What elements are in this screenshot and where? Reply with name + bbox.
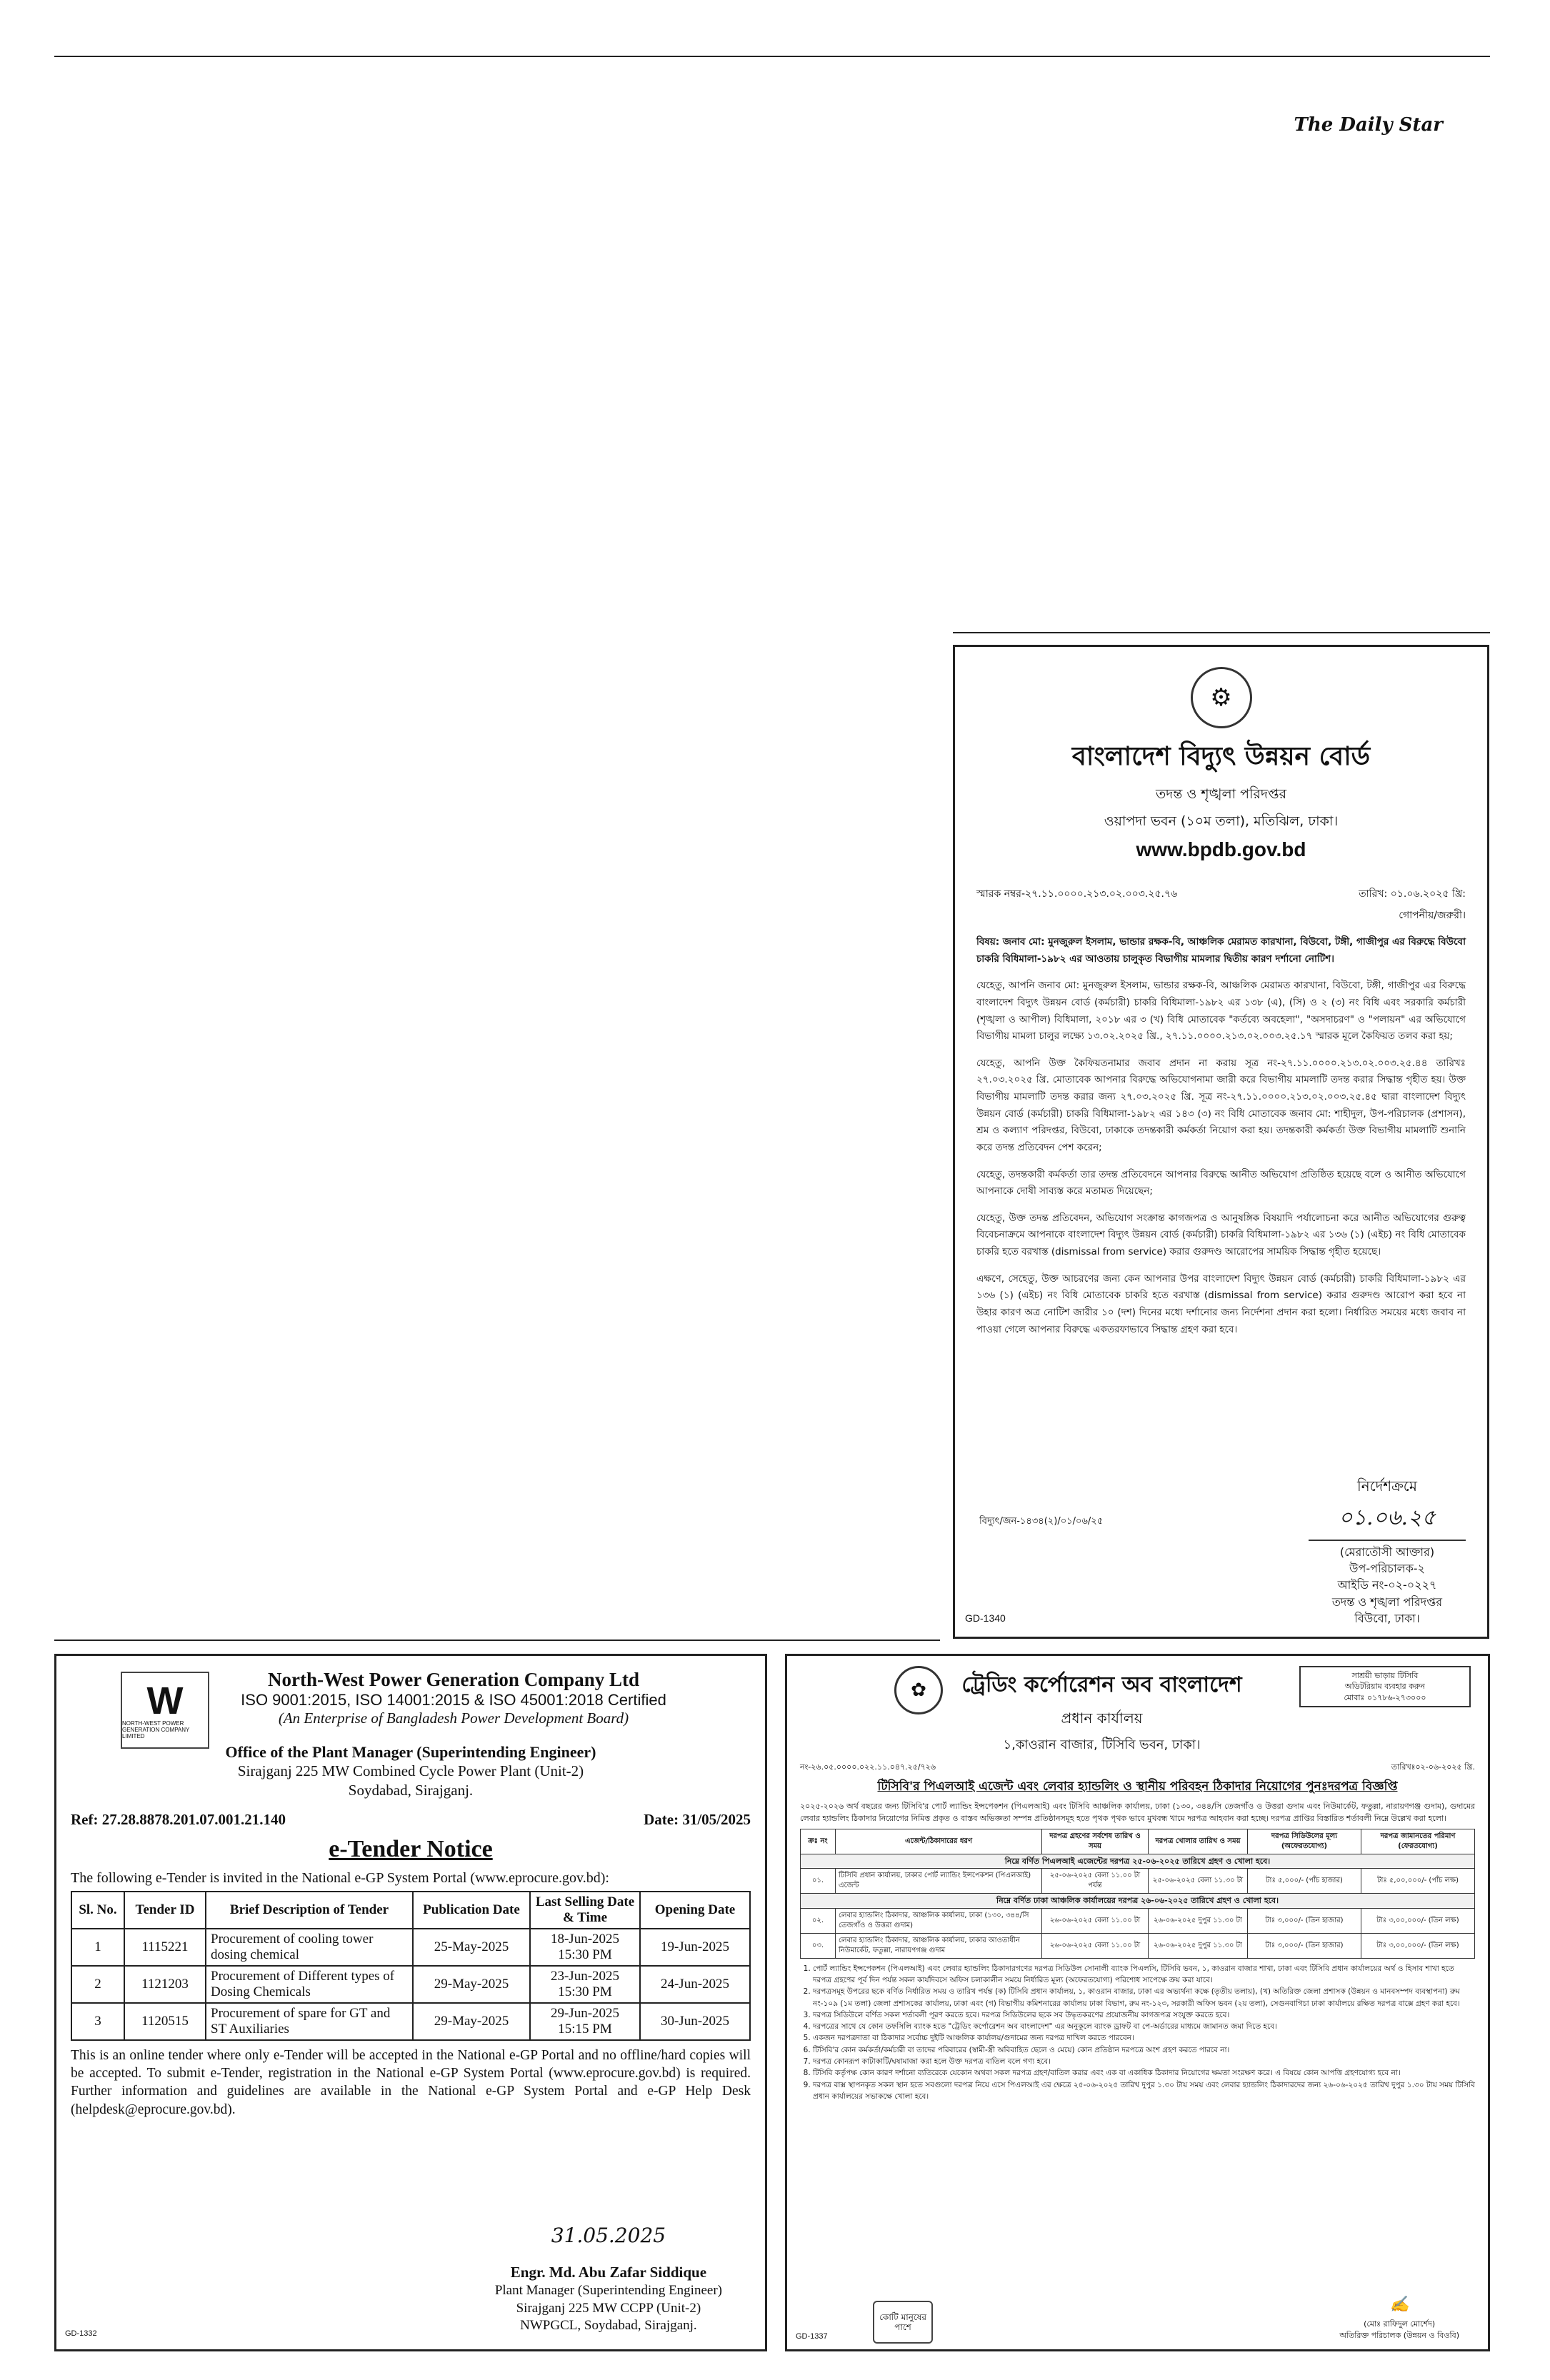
bpdb-date: তারিখ: ০১.০৬.২০২৫ খ্রি: (1359, 888, 1466, 900)
cell-type: লেবার হ্যান্ডলিং ঠিকাদার, আঞ্চলিক কার্যালয়, ঢাকার আওতাধীন নিউমার্কেট, ফতুল্লা, নারায়ণগঞ্জ গুদাম (836, 1933, 1042, 1958)
tcb-terms-list (800, 1963, 1475, 2102)
bpdb-sig-title: উপ-পরিচালক-২ (1349, 1562, 1425, 1576)
cell-id: 1115221 (124, 1929, 206, 1966)
cell-sl: 3 (71, 2003, 124, 2040)
bpdb-para-3: যেহেতু, তদন্তকারী কর্মকর্তা তার তদন্ত প্রতিবেদনে আপনার বিরুদ্ধে আনীত অভিযোগ প্রতিষ্ঠিত হয়েছে বলে ও আনীত অভিযোগে আপনাকে দোষী সাব্যস্ত করে মতামত দিয়েছেন; (976, 1168, 1466, 1197)
tcb-term: 4. দরপত্রের সাথে যে কোন তফসিলি ব্যাংক হতে "ট্রেডিং কর্পোরেশন অব বাংলাদেশ" এর অনুকূলে ব্যাংক ড্রাফট বা পে-অর্ডারের মাধ্যমে জামানত জমা দিতে হবে। (813, 2021, 1475, 2032)
cell-pub: 29-May-2025 (413, 2003, 530, 2040)
cell-recv: ২৫-০৬-২০২৫ বেলা ১১.০০ টা পর্যন্ত (1042, 1869, 1149, 1894)
cell-last: 18-Jun-2025 15:30 PM (530, 1929, 640, 1966)
tcb-address: ১,কাওরান বাজার, টিসিবি ভবন, ঢাকা। (1003, 1737, 1201, 1752)
tcb-stamp-line-1: সাশ্রয়ী ভাড়ায় টিসিবি (1351, 1671, 1419, 1680)
tcb-term: 7. দরপত্র কোনরূপ কাটাকাটি/ঘষামাজা করা হলে উক্ত দরপত্র বাতিল বলে গণ্য হবে। (813, 2056, 1475, 2067)
tcb-intro: ২০২৫-২০২৬ অর্থ বছরের জন্য টিসিবি'র পোর্ট ল্যান্ডিং ইন্সপেকশন (পিএলআই) এবং টিসিবি আঞ্চলিক কার্যালয়, ঢাকা (১৩০, ৩৪৪/সি তেজগাঁও ও উত্তরা গুদাম এবং নিউমার্কেট, ফতুল্লা, নারায়ণগঞ্জ গুদাম), গুদামের লেবার হ্যান্ডলিং ঠিকাদার নিয়োগের নিমিত্ত প্রকৃত ও বাস্তব অভিজ্ঞতা সম্পন্ন প্রতিষ্ঠানসমূহ হতে পৃথক পৃথক ভাবে মুখবন্ধ খামে দরপত্র আহবান করা হচ্ছে। দরপত্র প্রাপ্তির বিস্তারিত শর্তাবলী নিম্নে উল্লেখ করা হলো। (800, 1802, 1475, 1824)
tcb-signature-icon: ✍ (1389, 2296, 1409, 2314)
nwpgcl-col-id: Tender ID (124, 1892, 206, 1929)
nwpgcl-col-pub: Publication Date (413, 1892, 530, 1929)
tcb-col-recv: দরপত্র গ্রহণের সর্বশেষ তারিখ ও সময় (1042, 1829, 1149, 1854)
nwpgcl-logo-text: NORTH-WEST POWER GENERATION COMPANY LIMITED (122, 1719, 190, 1739)
tcb-band-pli: নিম্নে বর্ণিত পিএলআই এজেন্টের দরপত্র ২৫-০৬-২০২৫ তারিখে গ্রহণ ও খোলা হবে। (801, 1854, 1475, 1869)
nwpgcl-signature: 31.05.2025 (551, 2223, 666, 2247)
tcb-term: 1. পোর্ট ল্যান্ডিং ইন্সপেকশন (পিএলআই) এবং লেবার হ্যান্ডলিং ঠিকাদারগণের দরপত্র সিডিউল সোনালী ব্যাংক পিএলসি, টিসিবি ভবন, ১, কাওরান বাজার শাখা, ঢাকা এবং টিসিবি প্রধান কার্যালয়ের অর্থ ও হিসাব শাখা হতে দরপত্র গ্রহণের পূর্ব দিন পর্যন্ত সকল কার্যদিবসে অফিস চলাকালীন সময়ে নির্ধারিত মূল্য (অফেরতযোগ্য) পরিশোধ সাপেক্ষে ক্রয় করা যাবে। (813, 1963, 1475, 1987)
nwpgcl-intro: The following e-Tender is invited in the National e-GP System Portal (www.eprocure.gov.bd): (71, 1869, 609, 1886)
tcb-term: 3. দরপত্র সিডিউলে বর্ণিত সকল শর্তাবলী পূরণ করতে হবে। দরপত্র সিডিউলের ছকে সব উদ্ধৃতকরণের প্রয়োজনীয় কাগজপত্র সংযুক্ত করতে হবে। (813, 2009, 1475, 2021)
tcb-col-price: দরপত্র সিডিউলের মূল্য (অফেরতযোগ্য) (1248, 1829, 1361, 1854)
table-row (801, 1908, 1475, 1933)
tcb-title: টিসিবি'র পিএলআই এজেন্ট এবং লেবার হ্যান্ডলিং ও স্থানীয় পরিবহন ঠিকাদার নিয়োগের পুনঃদরপত্র বিজ্ঞপ্তি (877, 1779, 1398, 1794)
cell-deposit: টাঃ ৫,০০,০০০/- (পাঁচ লক্ষ) (1361, 1869, 1475, 1894)
cell-open: ২৬-০৬-২০২৫ দুপুর ১১.৩০ টা (1149, 1933, 1248, 1958)
cell-pub: 25-May-2025 (413, 1929, 530, 1966)
bpdb-show-cause-notice (953, 645, 1489, 1639)
tcb-logo-icon: ✿ (894, 1666, 943, 1714)
cell-last: 29-Jun-2025 15:15 PM (530, 2003, 640, 2040)
bpdb-gd-number: GD-1340 (965, 1612, 1006, 1624)
tcb-org-name: ট্রেডিং কর্পোরেশন অব বাংলাদেশ (961, 1672, 1242, 1697)
cell-open: ২৫-০৬-২০২৫ বেলা ১১.৩০ টা (1149, 1869, 1248, 1894)
tcb-signature-block (1339, 2294, 1459, 2341)
cell-id: 1121203 (124, 1966, 206, 2003)
tcb-sig-name: (মোঃ রাফিদুল মোর্শেদ) (1364, 2319, 1436, 2329)
tcb-band-dhaka: নিম্নে বর্ণিত ঢাকা আঞ্চলিক কার্যালয়ের দরপত্র ২৬-০৬-২০২৫ তারিখে গ্রহণ ও খোলা হবে। (801, 1894, 1475, 1908)
bpdb-sig-org: বিউবো, ঢাকা। (1354, 1611, 1420, 1625)
bpdb-signature-block (1309, 1476, 1466, 1627)
bpdb-para-4: যেহেতু, উক্ত তদন্ত প্রতিবেদন, অভিযোগ সংক্রান্ত কাগজপত্র ও আনুষঙ্গিক বিষয়াদি পর্যালোচনা করে আনীত অভিযোগের গুরুত্ব বিবেচনাক্রমে আপনাকে বাংলাদেশ বিদ্যুৎ উন্নয়ন বোর্ড (কর্মচারী) চাকরি বিধিমালা-১৯৮২ এর ১৩৬ (১) (এইচ) নং বিধি মোতাবেক চাকরি হতে বরখাস্ত (dismissal from service) করার গুরুদণ্ড আরোপের সাময়িক সিদ্ধান্ত গৃহীত হয়েছে। (976, 1212, 1466, 1257)
bpdb-website: www.bpdb.gov.bd (1136, 838, 1306, 860)
tcb-auditorium-stamp (1299, 1666, 1471, 1707)
tcb-date: তারিখঃ০২-০৬-২০২৫ খ্রি. (1391, 1762, 1475, 1772)
tcb-term: 9. দরপত্র বাক্স স্থাপনকৃত সকল স্থান হতে সবগুলো দরপত্র নিয়ে এসে পিএলআই এর ক্ষেত্রে ২৫-০৬-২০২৫ তারিখ দুপুর ১.৩০ টায় সময় এবং লেবার হ্যান্ডলিং ঠিকাদারদের জন্য ২৬-০৬-২০২৫ তারিখ দুপুর ১.৩০ টায় সময় টিসিবি প্রধান কার্যালয়ের সভাকক্ষে খোলা হবে। (813, 2079, 1475, 2103)
cell-last: 23-Jun-2025 15:30 PM (530, 1966, 640, 2003)
nwpgcl-col-open: Opening Date (640, 1892, 750, 1929)
bpdb-dept: তদন্ত ও শৃঙ্খলা পরিদপ্তর (1155, 786, 1287, 802)
nwpgcl-logo-icon: W (146, 1679, 184, 1722)
nwpgcl-sig-name: Engr. Md. Abu Zafar Siddique (510, 2263, 707, 2281)
bpdb-sig-id: আইডি নং-০২-০২২৭ (1337, 1578, 1437, 1592)
tcb-col-open: দরপত্র খোলার তারিখ ও সময় (1149, 1829, 1248, 1854)
bpdb-address: ওয়াপদা ভবন (১০ম তলা), মতিঝিল, ঢাকা। (1104, 813, 1339, 829)
table-row (71, 1929, 750, 1966)
tcb-col-type: এজেন্ট/ঠিকাদারের ধরণ (836, 1829, 1042, 1854)
top-rule (54, 56, 1490, 57)
cell-price: টাঃ ৩,০০০/- (তিন হাজার) (1248, 1908, 1361, 1933)
column-rule (54, 1640, 940, 1641)
bpdb-sig-name: (মেরাতৌসী আক্তার) (1339, 1545, 1435, 1560)
nwpgcl-ref: Ref: 27.28.8878.201.07.001.21.140 (71, 1810, 286, 1828)
nwpgcl-iso: ISO 9001:2015, ISO 14001:2015 & ISO 45001:2018 Certified (241, 1691, 666, 1709)
cell-open: ২৬-০৬-২০২৫ দুপুর ১১.৩০ টা (1149, 1908, 1248, 1933)
nwpgcl-date: Date: 31/05/2025 (644, 1810, 751, 1828)
cell-price: টাঃ ৫,০০০/- (পাঁচ হাজার) (1248, 1869, 1361, 1894)
bpdb-para-5: এক্ষণে, সেহেতু, উক্ত আচরণের জন্য কেন আপনার উপর বাংলাদেশ বিদ্যুৎ উন্নয়ন বোর্ড (কর্মচারী) চাকরি বিধিমালা-১৯৮২ এর ১৩৬ (১) (এইচ) নং বিধি মোতাবেক চাকরি হতে বরখাস্ত (dismissal from service) করার গুরুদণ্ড আরোপ করা হবে না উহার কারণ অত্র নোটিশ জারীর ১০ (দশ) দিনের মধ্যে দর্শানোর জন্য নির্দেশনা প্রদান করা হলো। নির্ধারিত সময়ের মধ্যে জবাব না পাওয়া গেলে আপনার বিরুদ্ধে একতরফাভাবে সিদ্ধান্ত গ্রহণ করা হবে। (976, 1272, 1466, 1335)
cell-deposit: টাঃ ৩,০০,০০০/- (তিন লক্ষ) (1361, 1933, 1475, 1958)
cell-id: 1120515 (124, 2003, 206, 2040)
nwpgcl-sig-org: NWPGCL, Soydabad, Sirajganj. (520, 2318, 697, 2334)
nwpgcl-company: North-West Power Generation Company Ltd (268, 1669, 639, 1690)
cell-desc: Procurement of spare for GT and ST Auxiliaries (206, 2003, 413, 2040)
nwpgcl-office: Office of the Plant Manager (Superintending Engineer) (225, 1743, 596, 1761)
cell-recv: ২৬-০৬-২০২৫ বেলা ১১.০০ টা (1042, 1933, 1149, 1958)
tcb-col-deposit: দরপত্র জামানতের পরিমাণ (ফেরতযোগ্য) (1361, 1829, 1475, 1854)
bpdb-para-2: যেহেতু, আপনি উক্ত কৈফিয়তনামার জবাব প্রদান না করায় সূত্র নং-২৭.১১.০০০০.২১৩.০২.০০৩.২৫.৪৪ তারিখঃ ২৭.০৩.২০২৫ খ্রি. মোতাবেক আপনার বিরুদ্ধে অভিযোগনামা জারী করে বিভাগীয় মামলাটি তদন্ত করার সিদ্ধান্ত গৃহীত হয়। উক্ত বিভাগীয় মামলাটি তদন্ত করার জন্য ২৭.০৩.২০২৫ খ্রি. সূত্র নং-২৭.১১.০০০০.২১৩.০২.০০৩.২৫.৪৫ দ্বারা বাংলাদেশ বিদ্যুৎ উন্নয়ন বোর্ড (কর্মচারী) চাকরি বিধিমালা-১৯৮২ এর ১৪৩ (৩) নং বিধি মোতাবেক জনাব মো: শাহীদুল, উপ-পরিচালক (প্রশাসন), শ্রম ও কল্যাণ পরিদপ্তর, বিউবো, ঢাকাকে তদন্তকারী কর্মকর্তা নিয়োগ করা হয়। তদন্তকারী কর্মকর্তা উক্ত বিভাগীয় মামলাটি শুনানি করে তদন্ত প্রতিবেদন পেশ করেন; (976, 1057, 1466, 1153)
nwpgcl-col-sl: Sl. No. (71, 1892, 124, 1929)
tcb-ref: নং-২৬.০৫.০০০০.০২২.১১.০৪৭.২৫/৭২৬ (800, 1762, 936, 1772)
nwpgcl-enterprise: (An Enterprise of Bangladesh Power Development Board) (278, 1709, 629, 1727)
table-row (801, 1869, 1475, 1894)
cell-pub: 29-May-2025 (413, 1966, 530, 2003)
tcb-stamp-line-3: মোবাঃ ০১৭৮৬-২৭৩০০০ (1344, 1692, 1426, 1702)
column-rule-right (953, 632, 1490, 633)
tcb-col-sl: ক্রঃ নং (801, 1829, 836, 1854)
table-row (801, 1933, 1475, 1958)
nwpgcl-logo (121, 1672, 209, 1749)
bpdb-confidential: গোপনীয়/জরুরী। (1399, 910, 1466, 921)
tcb-sig-title: অতিরিক্ত পরিচালক (উন্নয়ন ও বিওবি) (1339, 2330, 1459, 2340)
cell-desc: Procurement of cooling tower dosing chemical (206, 1929, 413, 1966)
bpdb-memo-footer: বিদ্যুৎ/জন-১৪৩৪(২)/০১/০৬/২৫ (979, 1516, 1104, 1527)
tcb-gd-number: GD-1337 (796, 2332, 828, 2341)
nwpgcl-tender-table (71, 1891, 751, 2041)
nwpgcl-location: Soydabad, Sirajganj. (348, 1782, 474, 1799)
cell-open: 30-Jun-2025 (640, 2003, 750, 2040)
cell-open: 19-Jun-2025 (640, 1929, 750, 1966)
nwpgcl-etender-notice (54, 1654, 767, 2351)
bpdb-signature: ০১.০৬.২৫ (1309, 1497, 1466, 1541)
bpdb-memo-no: স্মারক নম্বর-২৭.১১.০০০০.২১৩.০২.০০৩.২৫.৭৬ (976, 888, 1178, 900)
nwpgcl-col-desc: Brief Description of Tender (206, 1892, 413, 1929)
bpdb-subject: বিষয়: জনাব মো: মুনজুরুল ইসলাম, ভান্ডার রক্ষক-বি, আঞ্চলিক মেরামত কারখানা, বিউবো, টঙ্গী, গাজীপুর এর বিরুদ্ধে বিউবো চাকরি বিধিমালা-১৯৮২ এর আওতায় চালুকৃত বিভাগীয় মামলার দ্বিতীয় কারণ দর্শানো নোটিশ। (976, 936, 1466, 965)
tcb-tender-table (800, 1829, 1475, 1959)
nwpgcl-gd-number: GD-1332 (65, 2329, 97, 2338)
table-row (71, 2003, 750, 2040)
tcb-term: 8. টিসিবি কর্তৃপক্ষ কোন কারণ দর্শানো ব্যতিরেকে যেকোন অথবা সকল দরপত্র গ্রহণ/বাতিল করার এবং এক বা একাধিক ঠিকাদার নিয়োগের ক্ষমতা সংরক্ষণ করে। এ বিষয়ে কোন আপত্তি গ্রহণযোগ্য হবে না। (813, 2067, 1475, 2079)
nwpgcl-signature-block (495, 2223, 722, 2335)
cell-sl: 1 (71, 1929, 124, 1966)
cell-deposit: টাঃ ৩,০০,০০০/- (তিন লক্ষ) (1361, 1908, 1475, 1933)
cell-sl: ০১. (801, 1869, 836, 1894)
bpdb-org-name: বাংলাদেশ বিদ্যুৎ উন্নয়ন বোর্ড (1071, 742, 1371, 771)
nwpgcl-sig-plant: Sirajganj 225 MW CCPP (Unit-2) (516, 2300, 701, 2316)
tcb-retender-notice (785, 1654, 1490, 2351)
cell-price: টাঃ ৩,০০০/- (তিন হাজার) (1248, 1933, 1361, 1958)
nwpgcl-sig-title: Plant Manager (Superintending Engineer) (494, 2282, 722, 2298)
bpdb-by-order: নির্দেশক্রমে (1357, 1477, 1417, 1495)
nwpgcl-note: This is an online tender where only e-Tender will be accepted in the National e-GP Portal and no offline/hard copies will be accepted. To submit e-Tender, registration in the National e-GP System Portal (www.eprocure.gov.bd) is required. Further information and guidelines are available in the National e-GP System Portal and e-GP Help Desk (helpdesk@eprocure.gov.bd). (71, 2047, 751, 2117)
tcb-stamp-line-2: অডিটরিয়াম ব্যবহার করুন (1345, 1682, 1425, 1692)
bpdb-para-1: যেহেতু, আপনি জনাব মো: মুনজুরুল ইসলাম, ভান্ডার রক্ষক-বি, আঞ্চলিক মেরামত কারখানা, বিউবো, টঙ্গী, গাজীপুর এর বিরুদ্ধে বাংলাদেশ বিদ্যুৎ উন্নয়ন বোর্ড (কর্মচারী) চাকরি বিধিমালা-১৯৮২ এর ১৩৮ (এ), (সি) ও ২ (৩) নং বিধি এবং সরকারি কর্মচারী (শৃঙ্খলা ও আপীল) বিধিমালা, ২০১৮ এর ৩ (খ) বিধি মোতাবেক "কর্তব্যে অবহেলা", "অসদাচরণ" ও "পলায়ন" এর অভিযোগে বিভাগীয় মামলা চালুর লক্ষ্যে ১৩.০২.২০২৫ খ্রি., ২৭.১১.০০০০.২১৩.০২.০০৩.২৫.১৭ স্মারক মূলে কৈফিয়ত তলব করা হয়; (976, 980, 1466, 1043)
nwpgcl-col-last: Last Selling Date & Time (530, 1892, 640, 1929)
nwpgcl-title: e-Tender Notice (329, 1835, 493, 1862)
tcb-term: 2. দরপত্রসমূহ উপরের ছকে বর্ণিত নির্ধারিত সময় ও তারিখ পর্যন্ত (ক) টিসিবি প্রধান কার্যালয়, ১, কাওরান বাজার, ঢাকা এর অভ্যর্থনা কক্ষে (তৃতীয় তলায়), (খ) অতিরিক্ত জেলা প্রশাসক (উন্নয়ন ও মানবসম্পদ ব্যবস্থাপনা) রুম নং-১০৯ (১ম তলা) জেলা প্রশাসকের কার্যালয়, ঢাকা এবং (গ) বিভাগীয় কমিশনারের কার্যালয় ঢাকা বিভাগ, রুম নং-১২৩, সরকারী অফিস ভবন (২য় তলা), সেগুনবাগিচা ঢাকা কার্যালয়ে রক্ষিত দরপত্র বাক্সে গ্রহণ করা হবে। (813, 1986, 1475, 2009)
cell-type: লেবার হ্যান্ডলিং ঠিকাদার, আঞ্চলিক কার্যালয়, ঢাকা (১৩০, ৩৪৪/সি তেজগাঁও ও উত্তরা গুদাম) (836, 1908, 1042, 1933)
tcb-hq: প্রধান কার্যালয় (1061, 1709, 1143, 1727)
nwpgcl-plant: Sirajganj 225 MW Combined Cycle Power Plant (Unit-2) (237, 1762, 584, 1779)
table-row (71, 1966, 750, 2003)
bpdb-emblem-icon: ⚙ (1191, 667, 1252, 728)
tcb-term: 5. একজন দরপত্রদাতা বা ঠিকাদার সর্বোচ্চ দুইটি আঞ্চলিক কার্যালয়/গুদামের জন্য দরপত্র দাখিল করতে পারবেন। (813, 2032, 1475, 2044)
cell-open: 24-Jun-2025 (640, 1966, 750, 2003)
cell-sl: ০৩. (801, 1933, 836, 1958)
cell-desc: Procurement of Different types of Dosing Chemicals (206, 1966, 413, 2003)
cell-type: টিসিবি প্রধান কার্যালয়, ঢাকার পোর্ট ল্যান্ডিং ইন্সপেকশন (পিএলআই) এজেন্ট (836, 1869, 1042, 1894)
cell-recv: ২৬-০৬-২০২৫ বেলা ১১.০০ টা (1042, 1908, 1149, 1933)
cell-sl: 2 (71, 1966, 124, 2003)
tcb-slogan: কোটি মানুষের পাশে (873, 2301, 933, 2344)
masthead: The Daily Star (1294, 114, 1443, 136)
bpdb-sig-dept: তদন্ত ও শৃঙ্খলা পরিদপ্তর (1331, 1595, 1443, 1609)
tcb-term: 6. টিসিবি'র কোন কর্মকর্তা/কর্মচারী বা তাদের পরিবারের (স্বামী-স্ত্রী অবিবাহিত ছেলে ও মেয়ে) কোন প্রতিষ্ঠান দরপত্রে অংশ গ্রহণ করতে পারবে না। (813, 2044, 1475, 2056)
cell-sl: ০২. (801, 1908, 836, 1933)
